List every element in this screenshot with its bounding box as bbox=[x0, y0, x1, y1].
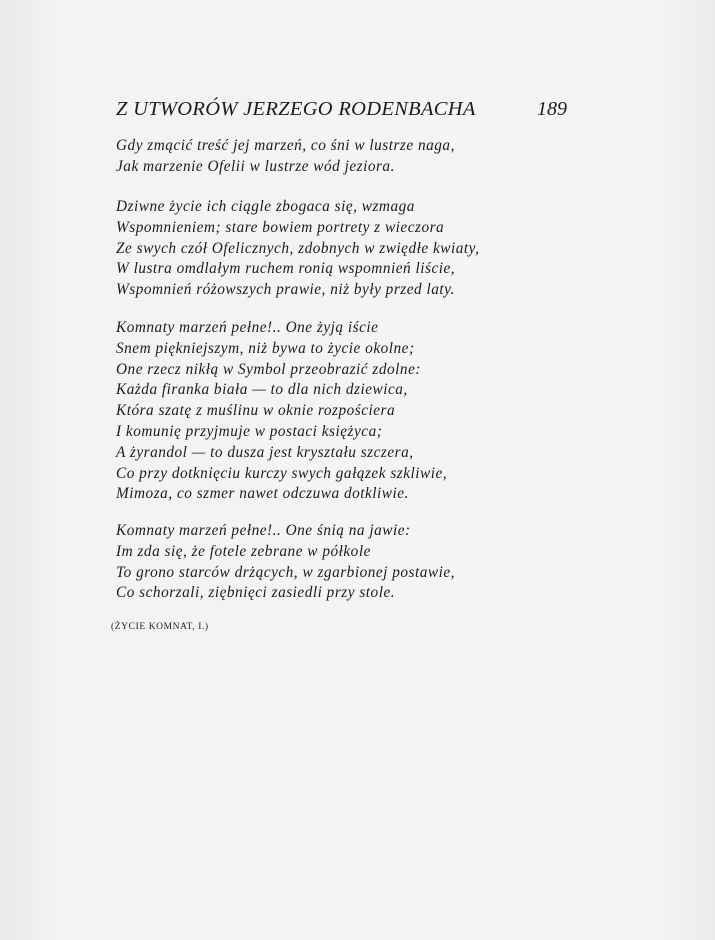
stanza-3 bbox=[116, 318, 447, 505]
stanza-1 bbox=[116, 136, 455, 178]
verse-line: Komnaty marzeń pełne!.. One śnią na jawie: bbox=[116, 522, 411, 539]
verse-line: Im zda się, że fotele zebrane w półkole bbox=[116, 542, 371, 560]
verse-line: To grono starców drżących, w zgarbionej postawie, bbox=[116, 563, 455, 581]
verse-line: Snem piękniejszym, niż bywa to życie okolne; bbox=[116, 339, 415, 357]
stanza-2 bbox=[116, 197, 479, 301]
verse-line: Gdy zmącić treść jej marzeń, co śni w lustrze naga, bbox=[116, 137, 455, 154]
verse-line: Komnaty marzeń pełne!.. One żyją iście bbox=[116, 319, 379, 336]
verse-line: Wspomnień różowszych prawie, niż były przed laty. bbox=[116, 281, 455, 299]
stanza-4 bbox=[116, 521, 455, 604]
running-header: Z UTWORÓW JERZEGO RODENBACHA bbox=[116, 98, 476, 120]
verse-line: Jak marzenie Ofelii w lustrze wód jeziora. bbox=[116, 157, 395, 175]
verse-line: Dziwne życie ich ciągle zbogaca się, wzmaga bbox=[116, 198, 415, 215]
verse-line: W lustra omdlałym ruchem ronią wspomnień liście, bbox=[116, 260, 456, 278]
source-citation: (ŻYCIE KOMNAT, I.) bbox=[111, 622, 209, 632]
verse-line: A żyrandol — to dusza jest kryształu szczera, bbox=[116, 443, 414, 461]
verse-line: Każda firanka biała — to dla nich dziewica, bbox=[116, 381, 408, 399]
verse-line: Wspomnieniem; stare bowiem portrety z wieczora bbox=[116, 218, 445, 236]
verse-line: One rzecz nikłą w Symbol przeobrazić zdolne: bbox=[116, 360, 421, 378]
verse-line: I komunię przyjmuje w postaci księżyca; bbox=[116, 422, 383, 440]
verse-line: Która szatę z muślinu w oknie rozpościera bbox=[116, 402, 396, 420]
verse-line: Ze swych czół Ofelicznych, zdobnych w zwiędłe kwiaty, bbox=[116, 239, 480, 257]
verse-line: Co przy dotknięciu kurczy swych gałązek szkliwie, bbox=[116, 464, 448, 482]
page-number: 189 bbox=[537, 98, 567, 120]
verse-line: Co schorzali, ziębnięci zasiedli przy stole. bbox=[116, 584, 396, 602]
verse-line: Mimoza, co szmer nawet odczuwa dotkliwie. bbox=[116, 485, 409, 503]
